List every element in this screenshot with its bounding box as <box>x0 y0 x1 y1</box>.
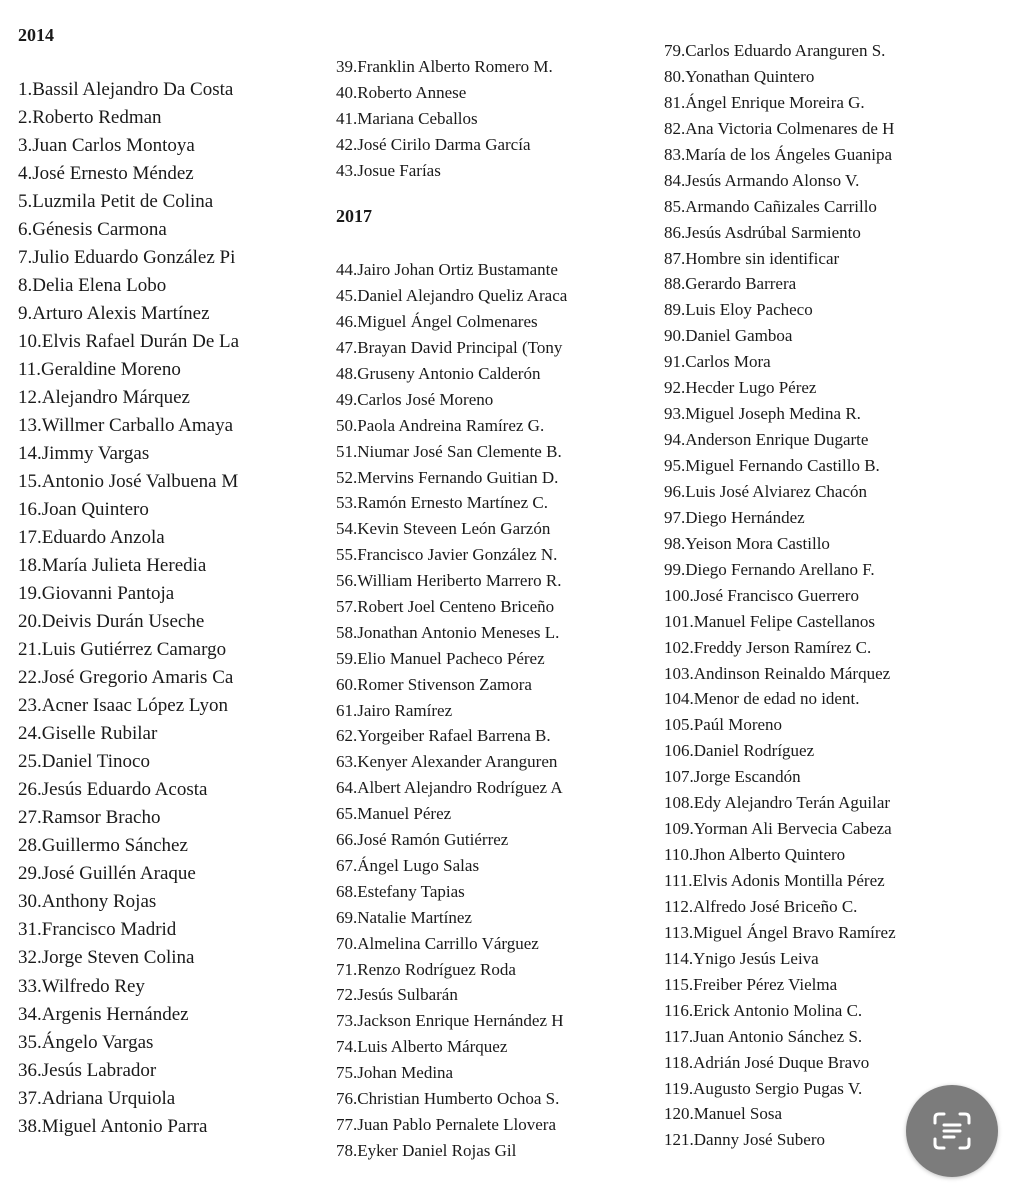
list-item: 73.Jackson Enrique Hernández H <box>336 1011 564 1031</box>
list-item: 68.Estefany Tapias <box>336 881 465 901</box>
list-item: 107.Jorge Escandón <box>664 767 801 787</box>
list-item: 104.Menor de edad no ident. <box>664 689 860 709</box>
list-item: 53.Ramón Ernesto Martínez C. <box>336 493 548 513</box>
list-item: 25.Daniel Tinoco <box>18 751 150 773</box>
list-item: 26.Jesús Eduardo Acosta <box>18 779 208 801</box>
name-list-2014 <box>18 76 274 1141</box>
list-item: 75.Johan Medina <box>336 1063 454 1083</box>
list-item: 13.Willmer Carballo Amaya <box>18 415 234 437</box>
list-item: 102.Freddy Jerson Ramírez C. <box>664 637 872 657</box>
list-item: 17.Eduardo Anzola <box>18 527 165 549</box>
list-item: 34.Argenis Hernández <box>18 1003 189 1025</box>
list-item: 60.Romer Stivenson Zamora <box>336 674 532 694</box>
list-item: 90.Daniel Gamboa <box>664 326 793 346</box>
list-item: 38.Miguel Antonio Parra <box>18 1115 208 1137</box>
list-item: 10.Elvis Rafael Durán De La <box>18 331 240 353</box>
list-item: 63.Kenyer Alexander Aranguren <box>336 752 558 772</box>
list-item: 101.Manuel Felipe Castellanos <box>664 611 876 631</box>
list-item: 43.Josue Farías <box>336 160 441 180</box>
list-item: 11.Geraldine Moreno <box>18 359 181 381</box>
list-item: 99.Diego Fernando Arellano F. <box>664 559 875 579</box>
list-item: 116.Erick Antonio Molina C. <box>664 1000 863 1020</box>
list-item: 79.Carlos Eduardo Aranguren S. <box>664 41 886 60</box>
list-item: 8.Delia Elena Lobo <box>18 275 167 297</box>
list-item: 82.Ana Victoria Colmenares de H <box>664 118 895 138</box>
list-item: 44.Jairo Johan Ortiz Bustamante <box>336 260 558 280</box>
list-item: 3.Juan Carlos Montoya <box>18 135 195 157</box>
column-1 <box>18 24 274 1141</box>
list-item: 69.Natalie Martínez <box>336 907 472 927</box>
list-item: 105.Paúl Moreno <box>664 715 783 735</box>
list-item: 59.Elio Manuel Pacheco Pérez <box>336 648 545 668</box>
list-item: 109.Yorman Ali Bervecia Cabeza <box>664 819 892 839</box>
list-item: 55.Francisco Javier González N. <box>336 545 558 565</box>
list-item: 67.Ángel Lugo Salas <box>336 855 480 875</box>
list-item: 16.Joan Quintero <box>18 499 149 521</box>
list-item: 117.Juan Antonio Sánchez S. <box>664 1026 863 1046</box>
list-item: 118.Adrián José Duque Bravo <box>664 1052 870 1072</box>
column-2 <box>336 54 608 1164</box>
list-item: 110.Jhon Alberto Quintero <box>664 845 846 865</box>
list-item: 19.Giovanni Pantoja <box>18 583 175 605</box>
list-item: 29.José Guillén Araque <box>18 863 196 885</box>
list-item: 2.Roberto Redman <box>18 107 162 129</box>
list-item: 106.Daniel Rodríguez <box>664 741 815 761</box>
list-item: 89.Luis Eloy Pacheco <box>664 300 813 320</box>
list-item: 40.Roberto Annese <box>336 82 467 102</box>
list-item: 22.José Gregorio Amaris Ca <box>18 667 234 689</box>
list-item: 42.José Cirilo Darma García <box>336 134 531 154</box>
list-item: 115.Freiber Pérez Vielma <box>664 974 838 994</box>
list-item: 108.Edy Alejandro Terán Aguilar <box>664 793 891 813</box>
list-item: 33.Wilfredo Rey <box>18 975 145 997</box>
list-item: 27.Ramsor Bracho <box>18 807 161 829</box>
list-item: 45.Daniel Alejandro Queliz Araca <box>336 286 568 306</box>
list-item: 32.Jorge Steven Colina <box>18 947 195 969</box>
list-item: 52.Mervins Fernando Guitian D. <box>336 467 559 487</box>
list-item: 114.Ynigo Jesús Leiva <box>664 948 819 968</box>
list-item: 61.Jairo Ramírez <box>336 700 453 720</box>
list-item: 35.Ángelo Vargas <box>18 1031 154 1053</box>
list-item: 112.Alfredo José Briceño C. <box>664 896 858 916</box>
list-item: 65.Manuel Pérez <box>336 804 452 824</box>
text-scan-icon <box>932 1111 972 1151</box>
list-item: 121.Danny José Subero <box>664 1130 826 1150</box>
list-item: 15.Antonio José Valbuena M <box>18 471 239 493</box>
list-item: 48.Gruseny Antonio Calderón <box>336 364 541 384</box>
list-item: 20.Deivis Durán Useche <box>18 611 205 633</box>
list-item: 49.Carlos José Moreno <box>336 389 494 409</box>
list-item: 111.Elvis Adonis Montilla Pérez <box>664 871 885 890</box>
list-item: 88.Gerardo Barrera <box>664 274 797 294</box>
list-item: 92.Hecder Lugo Pérez <box>664 378 817 398</box>
list-item: 36.Jesús Labrador <box>18 1059 157 1081</box>
list-item: 37.Adriana Urquiola <box>18 1087 176 1109</box>
list-item: 97.Diego Hernández <box>664 507 805 527</box>
list-item: 85.Armando Cañizales Carrillo <box>664 196 877 216</box>
list-item: 84.Jesús Armando Alonso V. <box>664 170 860 190</box>
list-item: 74.Luis Alberto Márquez <box>336 1037 508 1057</box>
list-item: 30.Anthony Rojas <box>18 891 157 913</box>
list-item: 41.Mariana Ceballos <box>336 108 478 128</box>
list-item: 58.Jonathan Antonio Meneses L. <box>336 622 560 642</box>
list-item: 72.Jesús Sulbarán <box>336 985 458 1005</box>
list-item: 28.Guillermo Sánchez <box>18 835 188 857</box>
list-item: 39.Franklin Alberto Romero M. <box>336 57 553 76</box>
list-item: 103.Andinson Reinaldo Márquez <box>664 663 891 683</box>
list-item: 83.María de los Ángeles Guanipa <box>664 144 893 164</box>
list-item: 64.Albert Alejandro Rodríguez A <box>336 778 563 798</box>
list-item: 12.Alejandro Márquez <box>18 387 190 409</box>
list-item: 50.Paola Andreina Ramírez G. <box>336 415 545 435</box>
list-item: 78.Eyker Daniel Rojas Gil <box>336 1140 517 1160</box>
list-item: 9.Arturo Alexis Martínez <box>18 303 210 325</box>
list-item: 96.Luis José Alviarez Chacón <box>664 481 868 501</box>
list-item: 31.Francisco Madrid <box>18 919 177 941</box>
list-item: 77.Juan Pablo Pernalete Llovera <box>336 1114 556 1134</box>
column-3 <box>664 38 954 1153</box>
name-list-2014-continued <box>336 54 608 183</box>
list-item: 119.Augusto Sergio Pugas V. <box>664 1078 863 1098</box>
list-item: 14.Jimmy Vargas <box>18 443 150 465</box>
list-item: 71.Renzo Rodríguez Roda <box>336 959 516 979</box>
list-item: 87.Hombre sin identificar <box>664 248 840 268</box>
list-item: 66.José Ramón Gutiérrez <box>336 830 509 850</box>
year-heading-2014: 2014 <box>18 25 54 45</box>
list-item: 46.Miguel Ángel Colmenares <box>336 312 538 332</box>
list-item: 100.José Francisco Guerrero <box>664 585 859 605</box>
list-item: 81.Ángel Enrique Moreira G. <box>664 92 865 112</box>
name-list-2017 <box>336 257 608 1163</box>
list-item: 56.William Heriberto Marrero R. <box>336 571 562 591</box>
list-item: 6.Génesis Carmona <box>18 219 167 241</box>
text-scan-button[interactable] <box>906 1085 998 1177</box>
list-item: 120.Manuel Sosa <box>664 1104 783 1124</box>
list-item: 24.Giselle Rubilar <box>18 723 158 745</box>
name-list-2017-continued <box>664 38 954 1153</box>
list-item: 57.Robert Joel Centeno Briceño <box>336 597 555 617</box>
list-item: 94.Anderson Enrique Dugarte <box>664 430 869 450</box>
list-item: 70.Almelina Carrillo Várguez <box>336 933 539 953</box>
list-item: 51.Niumar José San Clemente B. <box>336 441 562 461</box>
list-item: 62.Yorgeiber Rafael Barrena B. <box>336 726 551 746</box>
year-heading-2017: 2017 <box>336 206 372 227</box>
list-item: 54.Kevin Steveen León Garzón <box>336 519 551 539</box>
list-item: 23.Acner Isaac López Lyon <box>18 695 228 717</box>
list-item: 93.Miguel Joseph Medina R. <box>664 404 861 424</box>
list-item: 21.Luis Gutiérrez Camargo <box>18 639 227 661</box>
list-item: 91.Carlos Mora <box>664 352 771 372</box>
list-item: 86.Jesús Asdrúbal Sarmiento <box>664 222 861 242</box>
list-item: 5.Luzmila Petit de Colina <box>18 191 214 213</box>
list-item: 113.Miguel Ángel Bravo Ramírez <box>664 922 896 942</box>
list-item: 47.Brayan David Principal (Tony <box>336 338 563 358</box>
list-item: 80.Yonathan Quintero <box>664 66 815 86</box>
list-item: 18.María Julieta Heredia <box>18 555 207 577</box>
list-item: 7.Julio Eduardo González Pi <box>18 247 236 269</box>
list-item: 98.Yeison Mora Castillo <box>664 533 830 553</box>
list-item: 76.Christian Humberto Ochoa S. <box>336 1088 560 1108</box>
list-item: 1.Bassil Alejandro Da Costa <box>18 79 234 100</box>
list-item: 4.José Ernesto Méndez <box>18 163 194 185</box>
list-item: 95.Miguel Fernando Castillo B. <box>664 456 880 475</box>
